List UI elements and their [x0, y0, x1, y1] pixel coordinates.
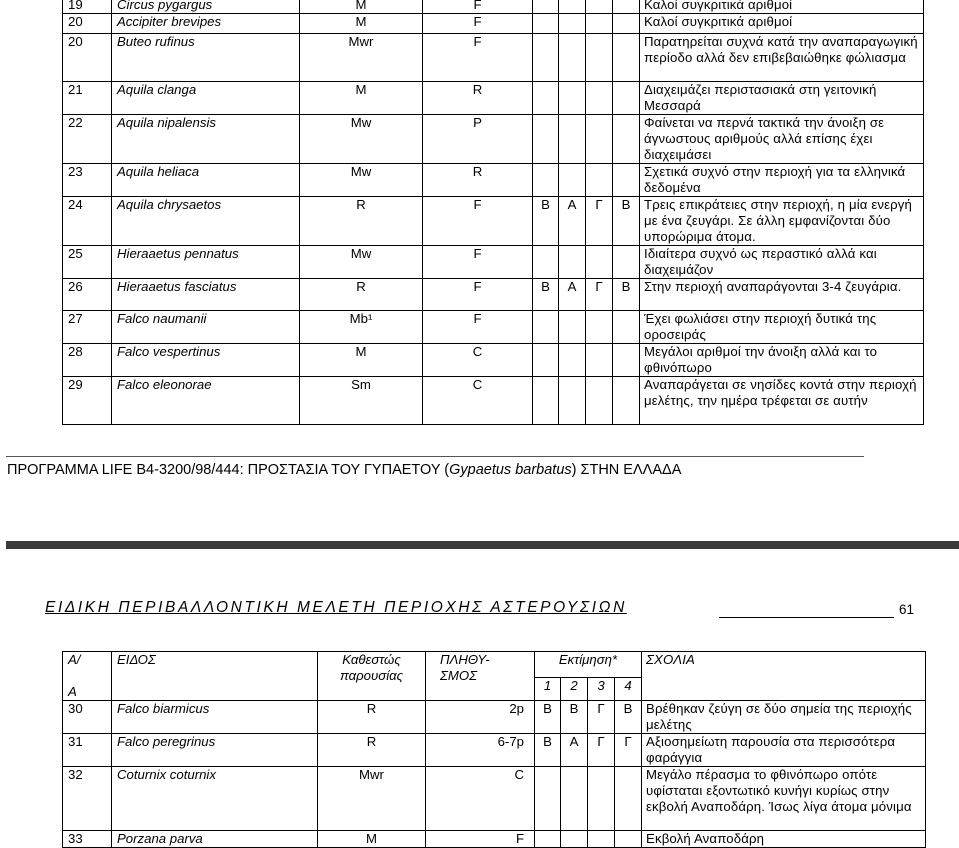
estimate-4: [615, 767, 642, 831]
row-number: 30: [63, 701, 112, 734]
estimate-4: [613, 34, 640, 82]
page-break-bar: [6, 541, 959, 549]
estimate-3: [586, 164, 613, 197]
presence-status: Sm: [300, 377, 423, 425]
header-no: [63, 652, 112, 701]
footer-suffix: ) ΣΤΗΝ ΕΛΛΑΔΑ: [571, 462, 682, 478]
abundance: C: [426, 767, 535, 831]
comment: Ιδιαίτερα συχνό ως περαστικό αλλά και διαχειμάζον: [640, 246, 924, 279]
header-estimate-4: 4: [615, 678, 642, 701]
footer-prefix: ΠΡΟΓΡΑΜΜΑ LIFE B4-3200/98/444: ΠΡΟΣΤΑΣΙΑ ΤΟΥ ΓΥΠΑΕΤΟΥ (: [7, 462, 450, 478]
table-row: [63, 164, 924, 197]
estimate-4: [613, 0, 640, 14]
estimate-2: A: [559, 197, 586, 246]
presence-status: Mw: [300, 164, 423, 197]
estimate-4: B: [615, 701, 642, 734]
presence-status: M: [300, 82, 423, 115]
header-species: ΕΙΔΟΣ: [112, 652, 318, 701]
row-number: 23: [63, 164, 112, 197]
estimate-4: [615, 831, 642, 848]
header-no-line2: Α: [68, 684, 77, 699]
table-row: [63, 831, 926, 848]
presence-status: R: [300, 279, 423, 311]
presence-status: Mwr: [300, 34, 423, 82]
abundance: F: [423, 279, 533, 311]
abundance: 6-7p: [426, 734, 535, 767]
table-row: [63, 0, 924, 14]
header-estimate-2: 2: [561, 678, 588, 701]
row-number: 20: [63, 14, 112, 34]
estimate-3: [586, 34, 613, 82]
estimate-3: Γ: [588, 734, 615, 767]
species-name: Falco peregrinus: [112, 734, 318, 767]
abundance: C: [423, 377, 533, 425]
species-name: Hieraaetus fasciatus: [112, 279, 300, 311]
presence-status: M: [300, 0, 423, 14]
estimate-2: A: [559, 279, 586, 311]
header-status-line1: Καθεστώς: [342, 652, 401, 667]
header-estimate-3: 3: [588, 678, 615, 701]
table-row: [63, 701, 926, 734]
row-number: 28: [63, 344, 112, 377]
footer-rule: [6, 456, 864, 457]
estimate-2: [559, 246, 586, 279]
estimate-3: [588, 831, 615, 848]
row-number: 27: [63, 311, 112, 344]
comment: Καλοί συγκριτικά αριθμοί: [640, 0, 924, 14]
estimate-4: B: [613, 279, 640, 311]
estimate-4: [613, 344, 640, 377]
header-no-line1: Α/: [68, 652, 81, 667]
table-row: [63, 197, 924, 246]
estimate-4: [613, 82, 640, 115]
species-name: Aquila heliaca: [112, 164, 300, 197]
estimate-2: B: [561, 701, 588, 734]
row-number: 20: [63, 34, 112, 82]
table-row: [63, 377, 924, 425]
abundance: F: [426, 831, 535, 848]
presence-status: Mwr: [318, 767, 426, 831]
table-row: [63, 767, 926, 831]
species-name: Porzana parva: [112, 831, 318, 848]
estimate-3: [586, 344, 613, 377]
species-name: Hieraaetus pennatus: [112, 246, 300, 279]
estimate-1: B: [535, 701, 561, 734]
comment: Στην περιοχή αναπαράγονται 3-4 ζευγάρια.: [640, 279, 924, 311]
estimate-3: [586, 377, 613, 425]
abundance: F: [423, 197, 533, 246]
comment: Φαίνεται να περνά τακτικά την άνοιξη σε άγνωστους αριθμούς αλλά επίσης έχει διαχειμάσει: [640, 115, 924, 164]
comment: Έχει φωλιάσει στην περιοχή δυτικά της οροσειράς: [640, 311, 924, 344]
row-number: 19: [63, 0, 112, 14]
header-estimate: [535, 652, 642, 678]
estimate-4: [613, 14, 640, 34]
estimate-2: [559, 34, 586, 82]
presence-status: M: [300, 14, 423, 34]
presence-status: R: [318, 701, 426, 734]
row-number: 29: [63, 377, 112, 425]
estimate-4: [613, 246, 640, 279]
comment: Εκβολή Αναποδάρη: [642, 831, 926, 848]
estimate-3: Γ: [588, 701, 615, 734]
table-row: [63, 34, 924, 82]
row-number: 31: [63, 734, 112, 767]
estimate-2: [559, 344, 586, 377]
table-row: [63, 734, 926, 767]
header-abundance-line1: ΠΛΗΘΥ-: [440, 652, 490, 667]
species-name: Coturnix coturnix: [112, 767, 318, 831]
estimate-4: [613, 311, 640, 344]
table-row: [63, 311, 924, 344]
estimate-1: B: [535, 734, 561, 767]
comment: Μεγάλοι αριθμοί την άνοιξη αλλά και το φθινόπωρο: [640, 344, 924, 377]
estimate-2: [559, 164, 586, 197]
row-number: 32: [63, 767, 112, 831]
species-table-top: [62, 0, 924, 425]
comment: Παρατηρείται συχνά κατά την αναπαραγωγική περίοδο αλλά δεν επιβεβαιώθηκε φώλιασμα: [640, 34, 924, 82]
presence-status: R: [318, 734, 426, 767]
estimate-1: [533, 164, 559, 197]
estimate-1: [535, 831, 561, 848]
species-name: Accipiter brevipes: [112, 14, 300, 34]
row-number: 25: [63, 246, 112, 279]
species-name: Falco vespertinus: [112, 344, 300, 377]
species-name: Aquila nipalensis: [112, 115, 300, 164]
estimate-2: [559, 311, 586, 344]
comment: Σχετικά συχνό στην περιοχή για τα ελληνικά δεδομένα: [640, 164, 924, 197]
comment: Βρέθηκαν ζεύγη σε δύο σημεία της περιοχής μελέτης: [642, 701, 926, 734]
estimate-3: [586, 311, 613, 344]
species-table-top-body: [63, 0, 924, 425]
abundance: F: [423, 246, 533, 279]
estimate-2: [561, 767, 588, 831]
estimate-2: A: [561, 734, 588, 767]
table-row: [63, 279, 924, 311]
table-row: [63, 82, 924, 115]
page-header-title: ΕΙΔΙΚΗ ΠΕΡΙΒΑΛΛΟΝΤΙΚΗ ΜΕΛΕΤΗ ΠΕΡΙΟΧΗΣ ΑΣΤΕΡΟΥΣΙΩΝ: [45, 599, 627, 616]
estimate-4: Γ: [615, 734, 642, 767]
species-table-bottom: [62, 651, 926, 848]
comment: Διαχειμάζει περιστασιακά στη γειτονική Μεσσαρά: [640, 82, 924, 115]
table-row: [63, 115, 924, 164]
estimate-1: [533, 34, 559, 82]
table-row: [63, 14, 924, 34]
header-status-line2: παρουσίας: [339, 668, 404, 683]
abundance: R: [423, 82, 533, 115]
page-header-rule: [719, 617, 894, 618]
estimate-1: B: [533, 279, 559, 311]
estimate-1: [533, 311, 559, 344]
species-name: Circus pygargus: [112, 0, 300, 14]
estimate-3: Γ: [586, 197, 613, 246]
comment: Καλοί συγκριτικά αριθμοί: [640, 14, 924, 34]
estimate-3: [588, 767, 615, 831]
estimate-1: [533, 344, 559, 377]
estimate-2: [561, 831, 588, 848]
table-row: [63, 246, 924, 279]
species-name: Aquila clanga: [112, 82, 300, 115]
estimate-3: [586, 14, 613, 34]
abundance: F: [423, 311, 533, 344]
estimate-4: B: [613, 197, 640, 246]
presence-status: M: [318, 831, 426, 848]
estimate-2: [559, 14, 586, 34]
comment: Μεγάλο πέρασμα το φθινόπωρο οπότε υφίσταται εξοντωτικό κυνήγι κυρίως στην εκβολή Αναποδάρη. Ίσως λίγα άτομα μόνιμα: [642, 767, 926, 831]
page-number: 61: [899, 602, 915, 617]
program-footer-title: [7, 462, 681, 478]
presence-status: M: [300, 344, 423, 377]
presence-status: R: [300, 197, 423, 246]
estimate-3: [586, 246, 613, 279]
footer-species-name: Gypaetus barbatus: [449, 462, 572, 478]
abundance: F: [423, 14, 533, 34]
comment: Αναπαράγεται σε νησίδες κοντά στην περιοχή μελέτης, την ημέρα τρέφεται σε αυτήν: [640, 377, 924, 425]
estimate-3: Γ: [586, 279, 613, 311]
estimate-4: [613, 115, 640, 164]
abundance: C: [423, 344, 533, 377]
abundance: F: [423, 34, 533, 82]
header-abundance-line2: ΣΜΟΣ: [440, 668, 478, 683]
comment: Τρεις επικράτειες στην περιοχή, η μία ενεργή με ένα ζευγάρι. Σε άλλη εμφανίζονται δύο υπορώριμα άτομα.: [640, 197, 924, 246]
row-number: 24: [63, 197, 112, 246]
species-name: Aquila chrysaetos: [112, 197, 300, 246]
estimate-2: [559, 377, 586, 425]
estimate-1: B: [533, 197, 559, 246]
abundance: P: [423, 115, 533, 164]
estimate-2: [559, 82, 586, 115]
estimate-3: [586, 115, 613, 164]
estimate-2: [559, 115, 586, 164]
presence-status: Mw: [300, 115, 423, 164]
row-number: 22: [63, 115, 112, 164]
species-name: Buteo rufinus: [112, 34, 300, 82]
header-comments: ΣΧΟΛΙΑ: [642, 652, 926, 701]
species-name: Falco biarmicus: [112, 701, 318, 734]
species-table-bottom-body: [63, 701, 926, 848]
presence-status: Mb¹: [300, 311, 423, 344]
table-row: [63, 344, 924, 377]
row-number: 33: [63, 831, 112, 848]
estimate-4: [613, 164, 640, 197]
estimate-1: [533, 0, 559, 14]
estimate-1: [533, 14, 559, 34]
header-estimate-1: 1: [535, 678, 561, 701]
estimate-3: [586, 0, 613, 14]
comment: Αξιοσημείωτη παρουσία στα περισσότερα φαράγγια: [642, 734, 926, 767]
estimate-4: [613, 377, 640, 425]
presence-status: Mw: [300, 246, 423, 279]
estimate-1: [533, 246, 559, 279]
estimate-1: [533, 377, 559, 425]
abundance: R: [423, 164, 533, 197]
estimate-3: [586, 82, 613, 115]
abundance: 2p: [426, 701, 535, 734]
species-table-header: [63, 652, 926, 701]
abundance: F: [423, 0, 533, 14]
species-name: Falco naumanii: [112, 311, 300, 344]
estimate-2: [559, 0, 586, 14]
row-number: 21: [63, 82, 112, 115]
estimate-1: [533, 115, 559, 164]
estimate-1: [533, 82, 559, 115]
species-name: Falco eleonorae: [112, 377, 300, 425]
row-number: 26: [63, 279, 112, 311]
header-abundance: [426, 652, 535, 701]
header-estimate-label: Εκτίμηση*: [558, 652, 618, 667]
header-status: [318, 652, 426, 701]
estimate-1: [535, 767, 561, 831]
